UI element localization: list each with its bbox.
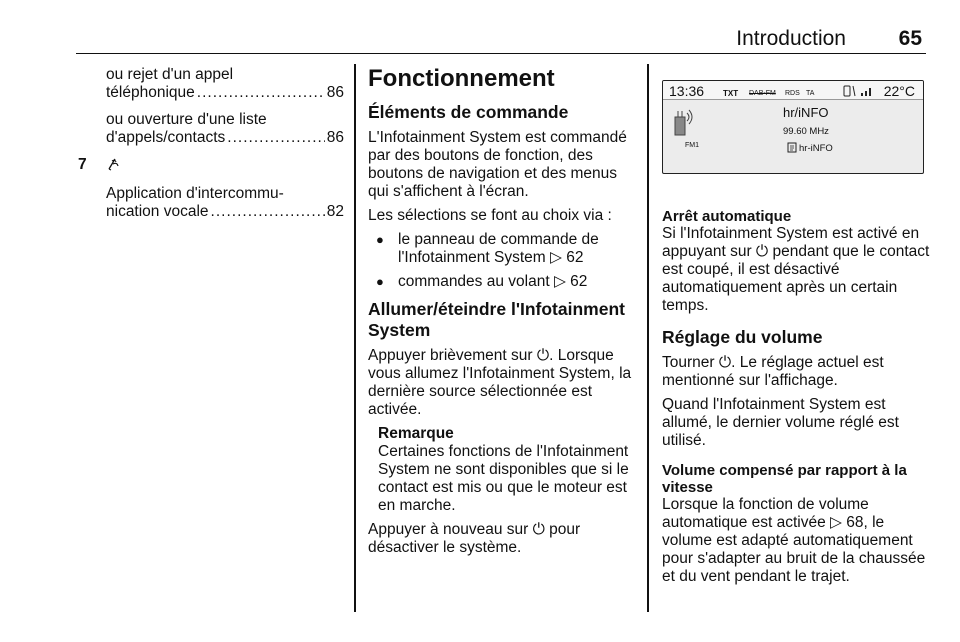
display-ta-indicator: TA	[806, 90, 815, 97]
display-temperature: 22°C	[883, 83, 915, 99]
toc-column	[78, 66, 344, 230]
list-item: ● commandes au volant ▷ 62	[368, 273, 636, 291]
operation-column	[368, 66, 636, 563]
paragraph-power-on: Appuyer brièvement sur ⏻. Lorsque vous allumez l'Infotainment System, la dernière source sélectionnée est activée.	[368, 347, 632, 418]
toc-dot-leader	[227, 129, 324, 147]
infotainment-display-illustration	[662, 80, 924, 174]
toc-entry-text-last: d'appels/contacts	[106, 129, 226, 146]
toc-entry-text-last: nication vocale	[106, 203, 209, 220]
toc-dot-leader	[211, 203, 325, 221]
page-header	[76, 24, 926, 54]
display-dab-indicator: DAB-FM	[749, 90, 776, 97]
subheading-speed-volume: Volume compensé par rapport à la vitesse	[662, 462, 907, 496]
display-txt-indicator: TXT	[723, 89, 739, 98]
radio-tower-icon	[671, 107, 701, 137]
toc-page-ref: 86	[326, 84, 344, 101]
toc-item-number: 7	[78, 156, 87, 173]
toc-entry-text: ou rejet d'un appel	[106, 66, 234, 83]
paragraph-controls-intro: L'Infotainment System est commandé par des boutons de fonction, des boutons de navigation et des menus qui s'affichent à l'écran.	[368, 129, 627, 200]
subheading-controls: Éléments de commande	[368, 102, 569, 122]
toc-entry-text: Application d'intercommu-	[106, 185, 284, 202]
subheading-volume: Réglage du volume	[662, 327, 823, 347]
toc-entry-call-list[interactable]	[82, 111, 344, 147]
paragraph-speed-volume: Lorsque la fonction de volume automatique est activée ▷ 68, le volume est adapté automatiquement pour s'adapter au bruit de la chaussée et du vent pendant le trajet.	[662, 496, 926, 585]
radiotext-icon	[787, 142, 797, 153]
toc-entry-voice-control[interactable]	[78, 156, 344, 221]
header-title: Introduction	[736, 27, 846, 50]
toc-page-ref: 86	[326, 129, 344, 146]
subheading-auto-off: Arrêt automatique	[662, 208, 792, 225]
column-divider-left	[354, 64, 356, 612]
paragraph-selections: Les sélections se font au choix via :	[368, 207, 612, 224]
page-number: 65	[898, 27, 922, 50]
display-frequency: 99.60 MHz	[783, 126, 829, 137]
subheading-power: Allumer/éteindre l'Infotainment System	[368, 299, 625, 340]
voice-control-icon	[106, 156, 120, 172]
display-band: FM1	[685, 142, 699, 149]
display-clock: 13:36	[669, 83, 705, 99]
display-station-name: hr/iNFO	[783, 105, 829, 120]
paragraph-power-off: Appuyer à nouveau sur ⏻ pour désactiver le système.	[368, 521, 581, 556]
toc-entry-text: ou ouverture d'une liste	[106, 111, 267, 128]
volume-column	[662, 80, 930, 592]
toc-entry-text-last: téléphonique	[106, 84, 195, 101]
column-divider-right	[647, 64, 649, 612]
note-text: Certaines fonctions de l'Infotainment System ne sont disponibles que si le contact est mis ou que le moteur est en marche.	[378, 443, 629, 514]
toc-dot-leader	[197, 84, 325, 102]
note-block	[368, 425, 636, 515]
selection-list	[368, 231, 636, 291]
paragraph-volume-last: Quand l'Infotainment System est allumé, le dernier volume réglé est utilisé.	[662, 396, 899, 449]
display-rds-indicator: RDS	[785, 90, 800, 97]
section-heading-operation: Fonctionnement	[368, 65, 555, 92]
display-radiotext: hr-iNFO	[799, 143, 833, 154]
phone-signal-icon	[843, 84, 879, 98]
toc-page-ref: 82	[326, 203, 344, 220]
paragraph-auto-off: Si l'Infotainment System est activé en appuyant sur ⏻ pendant que le contact est coupé, il est désactivé automatiquement après un certain temps.	[662, 225, 930, 314]
note-title: Remarque	[378, 425, 454, 442]
list-item: ● le panneau de commande de l'Infotainment System ▷ 62	[368, 231, 636, 267]
toc-entry-call-reject[interactable]	[82, 66, 344, 102]
paragraph-volume-turn: Tourner ⏻. Le réglage actuel est mentionné sur l'affichage.	[662, 354, 884, 389]
